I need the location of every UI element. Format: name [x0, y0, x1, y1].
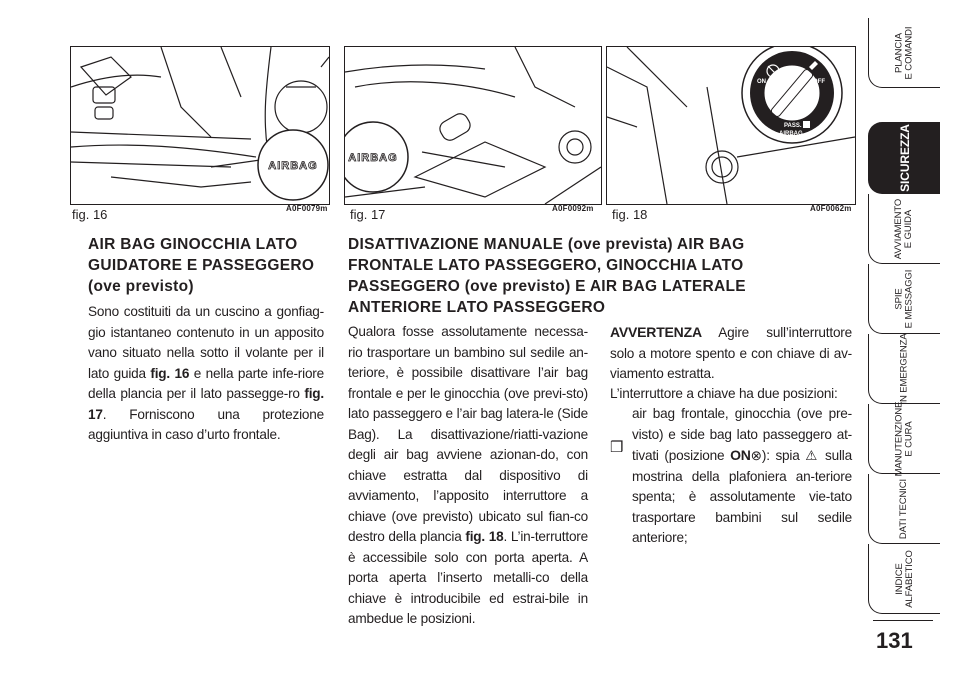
figure-18-label: fig. 18	[612, 207, 648, 222]
tab-dati-tecnici[interactable]	[868, 474, 940, 544]
figure-16-label: fig. 16	[72, 207, 108, 222]
switch-airbag-label: AIRBAG	[779, 131, 803, 137]
left-heading-line: (ove previsto)	[88, 278, 194, 295]
figure-17-label: fig. 17	[350, 207, 386, 222]
fig18-reference: fig. 18	[465, 529, 504, 544]
warning-label: AVVERTENZA	[610, 324, 702, 340]
tab-label: PLANCIA E COMANDI	[893, 26, 915, 79]
left-heading-line: AIR BAG GINOCCHIA LATO	[88, 236, 298, 253]
left-heading-line: GUIDATORE E PASSEGGERO	[88, 257, 315, 274]
tab-label: DATI TECNICI	[898, 478, 910, 539]
tab-label: INDICE ALFABETICO	[893, 549, 915, 608]
figure-17	[344, 46, 602, 205]
switch-off-label: OFF	[813, 79, 825, 85]
tab-plancia-comandi[interactable]	[868, 18, 940, 88]
positions-intro-text: L’interruttore a chiave ha due posizioni:	[610, 386, 838, 401]
warning-text: Agire sull’interruttore solo a motore spento e con chiave di av-viamento estratta.	[610, 325, 852, 381]
tab-in-emergenza[interactable]	[868, 334, 940, 404]
figure-18	[606, 46, 856, 205]
figure-16	[70, 46, 330, 205]
tab-label: MANUTENZIONE E CURA	[893, 401, 915, 476]
bullet-item	[632, 404, 852, 549]
warning-paragraph	[610, 322, 852, 385]
main-paragraph-text: . L’in-terruttore è accessibile solo con porta aperta. A porta aperta l’inserto metalli-co della chiave è introducibile ed estrai-bile in ambedue le posizioni.	[348, 529, 588, 626]
main-heading-line: FRONTALE LATO PASSEGGERO, GINOCCHIA LATO	[348, 257, 744, 274]
airbag-badge: AIRBAG	[268, 160, 318, 172]
passenger-airbag-warning-icon: ⚠	[805, 448, 820, 463]
airbag-switch-icon	[803, 121, 810, 128]
main-heading-line: ANTERIORE LATO PASSEGGERO	[348, 299, 606, 316]
tab-label: AVVIAMENTO E GUIDA	[893, 198, 915, 259]
left-paragraph-text: Sono costituiti da un cuscino a gonfiag-gio istantaneo contenuto in un apposito vano situato nella sotto il volante per il lato guida	[88, 304, 324, 381]
figure-17-illustration	[345, 47, 601, 204]
tab-spie-messaggi[interactable]	[868, 264, 940, 334]
tab-sicurezza[interactable]	[868, 122, 940, 194]
positions-intro	[610, 384, 852, 405]
main-heading-line: PASSEGGERO (ove previsto) E AIR BAG LATERALE	[348, 278, 746, 295]
main-paragraph-text: Qualora fosse assolutamente necessa-rio trasportare un bambino sul sedile an-teriore, è possibile disattivare l’air bag frontale e per le ginocchia (ove previ-sto) lato passeggero e l’air bag latera-le (Side Bag). La disattivazione/riatti-vazione degli air bag avviene azionan-do, con chiave estratta dal dispositivo di avviamento, l’apposito interruttore a chiave (ove previsto) ubicato sul fian-co destro della plancia	[348, 324, 588, 544]
airbag-off-icon: ⊗	[750, 448, 762, 463]
fig17-reference: fig. 17	[88, 386, 324, 422]
airbag-badge: AIRBAG	[348, 152, 398, 164]
figure-16-code: A0F0079m	[286, 204, 328, 213]
page-number-divider	[873, 620, 933, 621]
tab-label: IN EMERGENZA	[898, 332, 910, 405]
figure-17-code: A0F0092m	[552, 204, 594, 213]
bullet-text: sulla mostrina della plafoniera an-teriore spenta; è assolutamente vie-tato trasportare bambini sul sedile anteriore;	[632, 448, 852, 545]
tab-manutenzione-cura[interactable]	[868, 401, 940, 476]
switch-on-label: ON	[757, 79, 766, 85]
figure-16-illustration	[71, 47, 329, 204]
fig16-reference: fig. 16	[150, 365, 190, 381]
on-position-label: ON	[730, 447, 751, 463]
tab-label: SICUREZZA	[897, 123, 912, 192]
left-paragraph-text: . Forniscono una protezione aggiuntiva in caso d’urto frontale.	[88, 406, 324, 442]
page-number: 131	[876, 628, 913, 653]
bullet-text: air bag frontale, ginocchia (ove pre-visto) e side bag lato passeggero at-tivati (posizione	[632, 406, 852, 463]
bullet-text: ): spia	[761, 448, 806, 463]
main-heading	[348, 234, 848, 318]
figure-18-illustration	[607, 47, 855, 204]
checkbox-bullet-icon: ❒	[610, 439, 624, 456]
left-paragraph	[88, 302, 324, 446]
switch-pass-label: PASS.	[784, 123, 802, 129]
left-heading	[88, 234, 338, 297]
figure-18-code: A0F0062m	[810, 204, 852, 213]
tab-label: SPIE E MESSAGGI	[893, 269, 915, 328]
main-heading-line: DISATTIVAZIONE MANUALE (ove prevista) AIR BAG	[348, 236, 745, 253]
tab-avviamento-guida[interactable]	[868, 194, 940, 264]
main-column-1-paragraph	[348, 322, 588, 630]
tab-indice-alfabetico[interactable]	[868, 544, 940, 614]
left-paragraph-text: e nella parte infe-riore della plancia per il lato passegge-ro	[88, 365, 324, 401]
